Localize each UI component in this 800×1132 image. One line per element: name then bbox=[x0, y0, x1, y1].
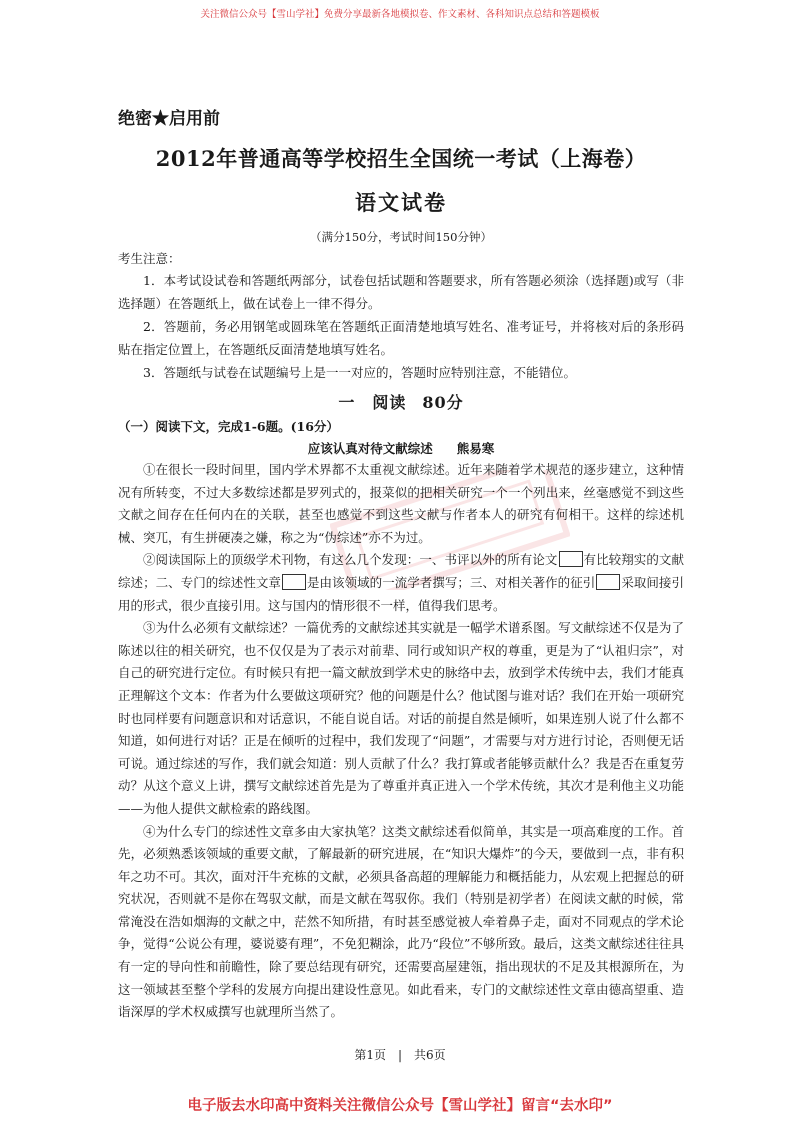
paragraph-text: 有比较翔实的文献综述；二、专门的综述性文章 bbox=[118, 552, 684, 590]
article-title: 应该认真对待文献综述 bbox=[307, 441, 433, 456]
article-paragraph-1: ①在很长一段时间里，国内学术界都不太重视文献综述。近年来随着学术规范的逐步建立，这种情况有所转变，不过大多数综述都是罗列式的，报菜似的把相关研究一个一个列出来，丝毫感觉不到这些文献之间存在任何内在的关联，甚至也感觉不到这些文献与作者本人的研究有何相干。这样的综述机械、突兀，有生拼硬凑之嫌，称之为“伪综述”亦不为过。 bbox=[118, 462, 684, 545]
article-paragraph-4: ④为什么专门的综述性文章多由大家执笔？这类文献综述看似简单，其实是一项高难度的工作。首先，必须熟悉该领域的重要文献，了解最新的研究进展，在“知识大爆炸”的今天，要做到一点，非有积年之功不可。其次，面对汗牛充栋的文献，必须具备高超的理解能力和概括能力，从宏观上把握总的研究状况，否则就不是你在驾驭文献，而是文献在驾驭你。我们（特别是初学者）在阅读文献的时候，常常淹没在浩如烟海的文献之中，茫然不知所措，有时甚至感觉被人牵着鼻子走，面对不同观点的学术论争，觉得“公说公有理，婆说婆有理”，不免犯糊涂，此乃“段位”不够所致。最后，这类文献综述往往具有一定的导向性和前瞻性，除了要总结现有研究，还需要高屋建瓴，指出现状的不足及其根源所在，为这一领域甚至整个学科的发展方向提出建设性意见。如此看来，专门的文献综述性文章由德高望重、造诣深厚的学术权威撰写也就理所当然了。 bbox=[118, 823, 684, 1020]
article-heading bbox=[118, 439, 684, 457]
bottom-promo-banner: 电子版去水印高中资料关注微信公众号【雪山学社】留言“去水印” bbox=[187, 1098, 613, 1114]
section-title: 一 阅读 bbox=[338, 393, 407, 412]
article-paragraph-3: ③为什么必须有文献综述？一篇优秀的文献综述其实就是一幅学术谱系图。写文献综述不仅是为了陈述以往的相关研究，也不仅仅是为了表示对前辈、同行或知识产权的尊重，更是为了“认祖归宗”，对自己的研究进行定位。有时候只有把一篇文献放到学术史的脉络中去，放到学术传统中去，我们才能真正理解这个文本：作者为什么要做这项研究？他的问题是什么？他试图与谁对话？我们在开始一项研究时也同样要有问题意识和对话意识，不能自说自话。对话的前提自然是倾听，如果连别人说了什么都不知道，如何进行对话？正是在倾听的过程中，我们发现了“问题”，才需要与对方进行讨论，否则便无话可说。通过综述的写作，我们就会知道：别人贡献了什么？我打算或者能够贡献什么？我是否在重复劳动？从这个意义上讲，撰写文献综述首先是为了尊重并真正进入一个学术传统，其次才是利他主义功能——为他人提供文献检索的路线图。 bbox=[118, 620, 684, 816]
section-heading bbox=[118, 390, 684, 413]
notice-item: 3．答题纸与试卷在试题编号上是一一对应的，答题时应特别注意，不能错位。 bbox=[143, 365, 576, 380]
top-promo-banner: 关注微信公众号【雪山学社】免费分享最新各地模拟卷、作文素材、各科知识点总结和答题模板 bbox=[200, 9, 600, 20]
fill-blank-1[interactable] bbox=[559, 551, 583, 567]
exam-subtitle: 语文试卷 bbox=[355, 190, 447, 215]
paragraph-text: ②阅读国际上的顶级学术刊物，有这么几个发现：一、书评以外的所有论文 bbox=[143, 552, 558, 568]
exam-page bbox=[118, 104, 684, 1024]
page-number: 第1页 | 共6页 bbox=[354, 1048, 446, 1062]
question-heading: （一）阅读下文，完成1-6题。(16分） bbox=[118, 419, 339, 434]
article-paragraph-2 bbox=[118, 549, 684, 617]
fill-blank-2[interactable] bbox=[282, 574, 306, 590]
score-note: （满分150分，考试时间150分钟） bbox=[310, 230, 492, 244]
fill-blank-3[interactable] bbox=[596, 574, 620, 590]
section-score: 80分 bbox=[422, 393, 464, 412]
notice-item: 1．本考试设试卷和答题纸两部分，试卷包括试题和答题要求，所有答题必须涂（选择题)或写（非选择题）在答题纸上，做在试卷上一律不得分。 bbox=[118, 273, 684, 311]
paragraph-text: 采取间接引用的形式，很少直接引用。这与国内的情形很不一样，值得我们思考。 bbox=[118, 574, 684, 613]
notice-heading: 考生注意： bbox=[118, 251, 181, 266]
exam-title: 2012年普通高等学校招生全国统一考试（上海卷） bbox=[155, 146, 647, 171]
article-author: 熊易寒 bbox=[456, 441, 495, 456]
notice-item: 2．答题前，务必用钢笔或圆珠笔在答题纸正面清楚地填写姓名、准考证号，并将核对后的条形码贴在指定位置上，在答题纸反面清楚地填写姓名。 bbox=[118, 319, 684, 357]
secret-mark: 绝密★启用前 bbox=[118, 109, 220, 129]
paragraph-text: 是由该领域的一流学者撰写；三、对相关著作的征引 bbox=[306, 574, 596, 590]
